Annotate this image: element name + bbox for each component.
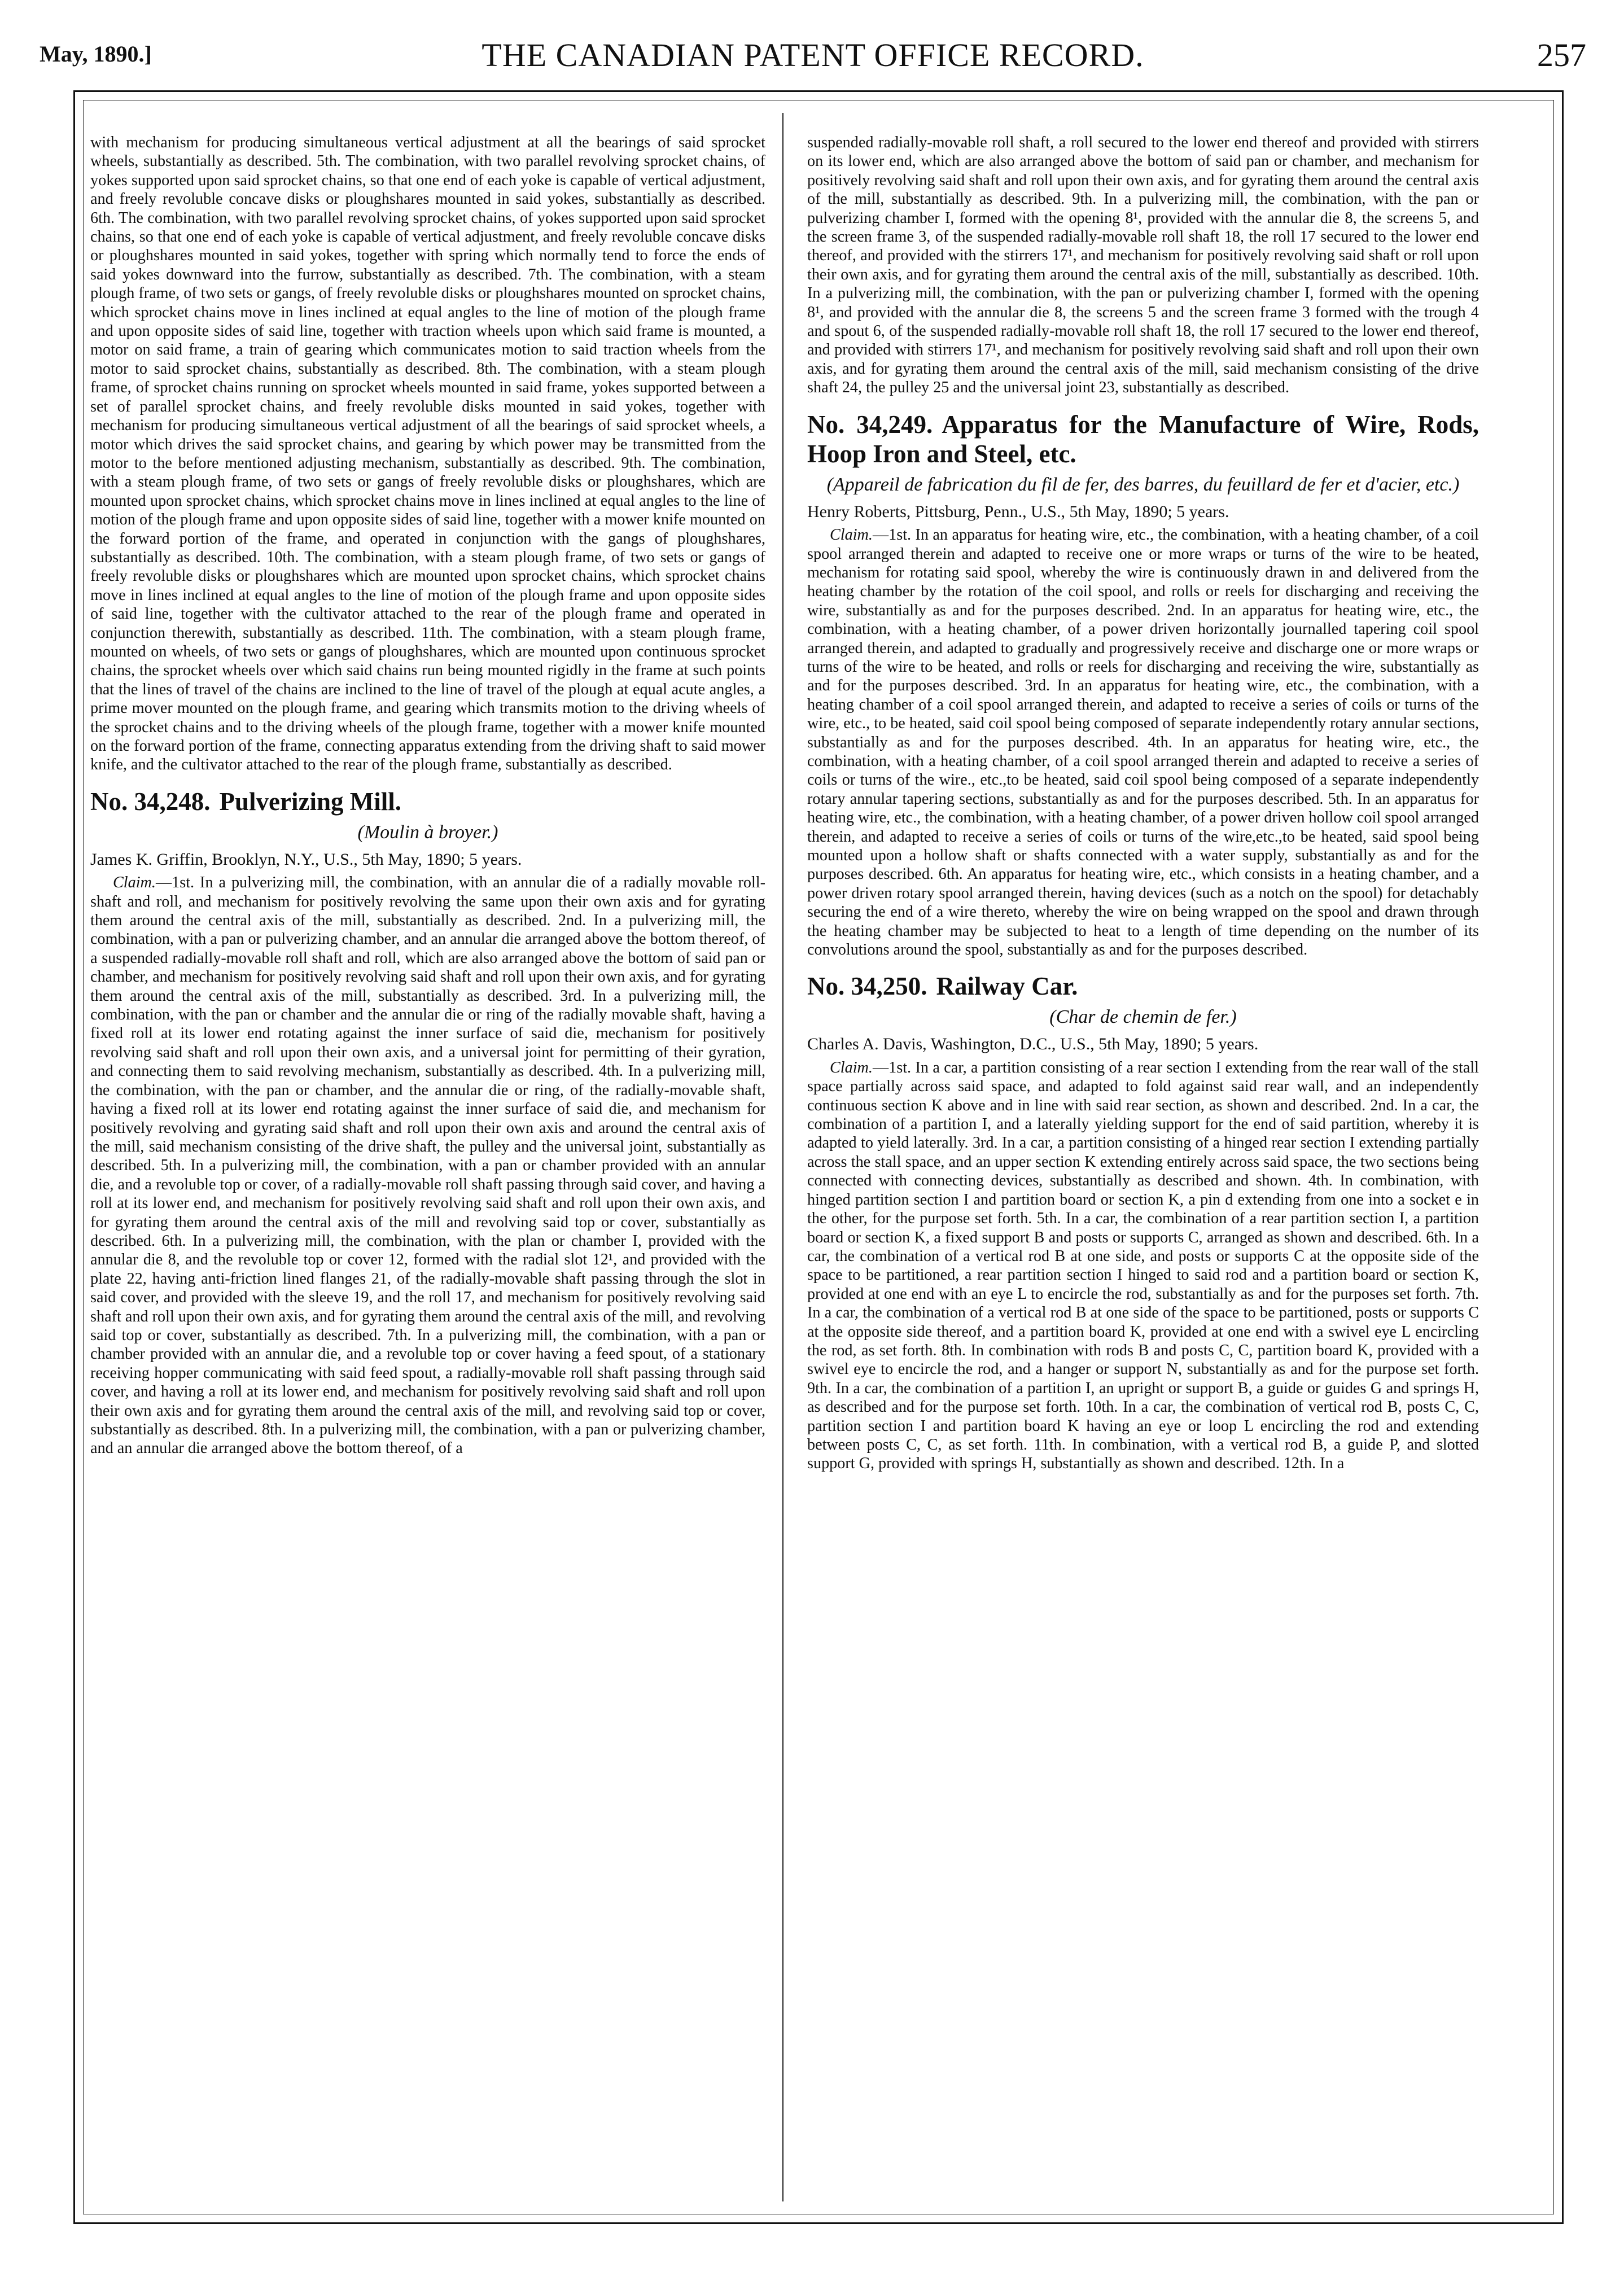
patent-inventor-line: James K. Griffin, Brooklyn, N.Y., U.S., 5th May, 1890; 5 years. (90, 850, 522, 869)
patent-claims-34250 (807, 1058, 1479, 1473)
publication-title: THE CANADIAN PATENT OFFICE RECORD. (481, 37, 1144, 73)
claims-text: —1st. In a car, a partition consisting of a rear section I extending from the rear wall of the stall space partially across said space, and adapted to fold against said rear wall, and an independently continuous section K above and in line with said rear section, as shown and described. 2nd. In a car, the combination of a partition I, and a laterally yielding support for the end of said partition, whereby it is adapted to yield laterally. 3rd. In a car, a partition consisting of a hinged rear section I extending partially across the stall space, and an upper section K extending entirely across said space, the two sections being connected with connecting devices, substantially as described and shown. 4th. In combination, with hinged partition section I and partition board or section K, a pin d extending from one into a socket e in the other, for the purpose set forth. 5th. In a car, the combination of a rear partition section I, a partition board or section K, a fixed support B and posts or supports C, arranged as shown and described. 6th. In a car, the combination of a vertical rod B at one side, and posts or supports C at the opposite side of the space to be partitioned, a rear partition section I hinged to said rod and a partition board or section K, provided at one end with an eye L to encircle the rod, substantially as and for the purposes set forth. 7th. In a car, the combination of a vertical rod B at one side of the space to be partitioned, posts or supports C at the opposite side thereof, and a partition board K, provided at one end with a swivel eye L encircling the rod, as set forth. 8th. In combination with rods B and posts C, C, partition board K, provided with a swivel eye to encircle the rod, and a hanger or support N, substantially as and for the purpose set forth. 9th. In a car, the combination of a partition I, an upright or support B, a guide or guides G and springs H, as described and for the purpose set forth. 10th. In a car, the combination of vertical rod B, posts C, C, partition section I and partition board K having an eye or loop L encircling the rod and extending between posts C, C, as set forth. 11th. In combination, with a vertical rod B, a guide P, and slotted support G, provided with springs H, substantially as shown and described. 12th. In a (807, 1058, 1479, 1473)
claim-label: Claim. (113, 874, 156, 892)
patent-claims-34249 (807, 526, 1479, 959)
patent-heading-34250 (807, 971, 1479, 1001)
issue-date: May, 1890.] (40, 41, 152, 67)
patent-french-title: (Moulin à broyer.) (357, 821, 498, 843)
patent-number: No. 34,249. (807, 410, 933, 439)
patent-inventor-line: Henry Roberts, Pittsburg, Penn., U.S., 5th May, 1890; 5 years. (807, 502, 1229, 521)
claim-label: Claim. (830, 526, 873, 544)
page-number: 257 (1537, 37, 1586, 73)
claim-label: Claim. (830, 1058, 873, 1076)
patent-heading-34248 (90, 787, 765, 816)
claims-text: —1st. In a pulverizing mill, the combination, with an annular die of a radially movable roll-shaft and roll, and mechanism for positively revolving the same upon their own axis and for gyrating them around the central axis of the mill, substantially as described. 2nd. In a pulverizing mill, the combination, with a pan or pulverizing chamber, and an annular die arranged above the bottom thereof, of a suspended radially-movable roll shaft and roll, which are also arranged above the bottom of said pan or chamber, and mechanism for positively revolving said shaft and roll upon their own axis, and for gyrating them around the central axis of the mill, substantially as described. 3rd. In a pulverizing mill, the combination, with the pan or chamber and the annular die or ring of the radially movable shaft, having a fixed roll at its lower end rotating against the inner surface of said die, mechanism for positively revolving said shaft and roll upon their own axis, and a universal joint for permitting of their gyration, and connecting them to said revolving mechanism, substantially as described. 4th. In a pulverizing mill, the combination, with the pan or chamber, and the annular die or ring, of the radially-movable shaft, having a fixed roll at its lower end rotating against the inner surface of said die, and mechanism for positively revolving and gyrating said shaft and roll upon their own axis and around the central axis of the mill, said mechanism consisting of the drive shaft, the pulley and the universal joint, substantially as described. 5th. In a pulverizing mill, the combination, with a pan or chamber provided with an annular die, and a revoluble top or cover, of a radially-movable roll shaft passing through said cover, and having a roll at its lower end, and mechanism for positively revolving said shaft and roll upon their own axis, and for gyrating them around the central axis of the mill and revolving said top or cover, substantially as described. 6th. In a pulverizing mill, the combination, with the plan or chamber I, provided with the annular die 8, and the revoluble top or cover 12, formed with the radial slot 12¹, and provided with the plate 22, having anti-friction lined flanges 21, of the radially-movable shaft passing through the slot in said cover, and provided with the sleeve 19, and the roll 17, and mechanism for positively revolving said shaft and roll upon their own axis, and for gyrating them around the central axis of the mill, and revolving said top or cover, substantially as described. 7th. In a pulverizing mill, the combination, with a pan or chamber provided with an annular die, and a revoluble top or cover having a feed spout, of a stationary receiving hopper communicating with said feed spout, a radially-movable roll shaft passing through said cover, and having a roll at its lower end, and mechanism for positively revolving said shaft and roll upon their own axis and for gyrating them around the central axis of the mill, and revolving said top or cover, substantially as described. 8th. In a pulverizing mill, the combination, with a pan or pulverizing chamber, and an annular die arranged above the bottom thereof, of a (90, 874, 765, 1457)
patent-number: No. 34,248. (90, 787, 211, 816)
patent-title: Apparatus for the Manufacture of Wire, Rods, Hoop Iron and Steel, etc. (807, 410, 1479, 468)
page-header (40, 34, 1586, 73)
patent-title: Pulverizing Mill. (219, 787, 401, 816)
continued-claims-text: with mechanism for producing simultaneous vertical adjustment at all the bearings of said sprocket wheels, substantially as described. 5th. The combination, with two parallel revolving sprocket chains, of yokes supported upon said sprocket chains, so that one end of each yoke is capable of vertical adjustment, and freely revoluble concave disks or ploughshares mounted in said yokes, substantially as described. 6th. The combination, with two parallel revolving sprocket chains, of yokes supported upon said sprocket chains, so that one end of each yoke is capable of vertical adjustment, and freely revoluble concave disks or ploughshares mounted in said yokes, together with spring which normally tend to force the ends of said yokes downward into the furrow, substantially as described. 7th. The combination, with a steam plough frame, of two sets or gangs, of freely revoluble disks or ploughshares mounted on sprocket chains, which sprocket chains move in lines inclined at equal angles to the line of motion of the plough frame and upon opposite sides of said line, together with traction wheels upon which said frame is mounted, a motor on said frame, a train of gearing which communicates motion to said traction wheels from the motor to said sprocket chains, substantially as described. 8th. The combination, with a steam plough frame, of sprocket chains running on sprocket wheels mounted in said frame, yokes supported between a set of parallel sprocket chains, and freely revoluble disks mounted in said yokes, together with mechanism for producing simultaneous vertical adjustment of all the bearings of said sprocket wheels, a motor which drives the said sprocket chains, and gearing by which power may be transmitted from the motor to the before mentioned adjusting mechanism, substantially as described. 9th. The combination, with a steam plough frame, of two sets or gangs of freely revoluble disks or ploughshares, which are mounted upon sprocket chains, which sprocket chains move in lines inclined at equal angles to the line of motion of the plough frame and upon opposite sides of said line, together with a mower knife mounted on the forward portion of the frame, and operated in conjunction with the gangs of ploughshares, substantially as described. 10th. The combination, with a steam plough frame, of two sets or gangs of freely revoluble disks or ploughshares which are mounted upon sprocket chains, which sprocket chains move in lines inclined at equal angles to the line of motion of the plough frame and upon opposite sides of said line, together with the cultivator attached to the rear of the plough frame and operated in conjunction therewith, substantially as described. 11th. The combination, with a steam plough frame, mounted on wheels, of two sets or gangs of ploughshares, which are mounted upon continuous sprocket chains, the sprocket wheels over which said chains run being mounted rigidly in the frame at such points that the lines of travel of the chains are inclined to the line of travel of the plough at equal acute angles, a prime mover mounted on the plough frame, and gearing which transmits motion to the driving wheels of the sprocket chains and to the driving wheels of the plough frame, together with a mower knife mounted on the forward portion of the frame, connecting apparatus extending from the driving shaft to said mower knife, and the cultivator attached to the rear of the plough frame, substantially as described. (90, 134, 765, 774)
patent-french-title: (Appareil de fabrication du fil de fer, des barres, du feuillard de fer et d'acier, etc.) (826, 474, 1460, 495)
patent-inventor-line: Charles A. Davis, Washington, D.C., U.S., 5th May, 1890; 5 years. (807, 1035, 1259, 1054)
right-column (807, 133, 1479, 2188)
patent-heading-34249 (807, 410, 1479, 469)
claims-text: —1st. In an apparatus for heating wire, etc., the combination, with a heating chamber, of a coil spool arranged therein and adapted to receive one or more wraps or turns of the wire to be heated, mechanism for rotating said spool, whereby the wire is continuously drawn in and delivered from the heating chamber by the rotation of the coil spool, and rolls or reels for discharging and receiving the wire, substantially as and for the purposes described. 2nd. In an apparatus for heating wire, etc., the combination, with a heating chamber, of a power driven horizontally journalled tapering coil spool arranged therein, and adapted to gradually and progressively receive and discharge one or more wraps or turns of the wire to be heated, and rolls or reels for discharging and receiving the wire, substantially as and for the purposes described. 3rd. In an apparatus for heating wire, etc., the combination, with a heating chamber of a coil spool arranged therein, and adapted to receive a series of coils or turns of the wire, etc., to be heated, said coil spool being composed of separate independently rotary annular sections, substantially as and for the purposes described. 4th. In an apparatus for heating wire, etc., the combination, with a heating chamber, of a coil spool arranged therein and adapted to receive a series of coils or turns of the wire., etc.,to be heated, said coil spool being composed of a separate independently rotary annular tapering sections, substantially as and for the purposes described. 5th. In an apparatus for heating wire, etc., the combination, with a heating chamber, of a power driven hollow coil spool arranged therein, and adapted to receive a series of coils or turns of the wire,etc.,to be heated, said spool being mounted upon a hollow shaft or shafts connected with a water supply, substantially as and for the purposes described. 6th. An apparatus for heating wire, etc., which consists in a heating chamber, and a power driven rotary spool arranged therein, having devices (such as a notch on the spool) for detachably securing the end of a wire thereto, whereby the wire on being wrapped on the spool and drawn through the heating chamber may be subjected to heat to a length of time depending on the number of its convolutions around the spool, substantially as and for the purposes described. (807, 526, 1479, 959)
patent-claims-34248 (90, 873, 765, 1458)
patent-number: No. 34,250. (807, 972, 927, 1001)
left-column (90, 133, 765, 2188)
continued-claims-text: suspended radially-movable roll shaft, a roll secured to the lower end thereof and provided with stirrers on its lower end, which are also arranged above the bottom of said pan or chamber, and mechanism for positively revolving said shaft and roll upon their own axis, and for gyrating them around the central axis of the mill, substantially as described. 9th. In a pulverizing mill, the combination, with the pan or pulverizing chamber I, formed with the opening 8¹, provided with the annular die 8, the screens 5, and the screen frame 3, of the suspended radially-movable roll shaft 18, the roll 17 secured to the lower end thereof, and provided with the stirrers 17¹, and mechanism for positively revolving said shaft or roll upon their own axis, and for gyrating them around the central axis of the mill, substantially as described. 10th. In a pulverizing mill, the combination, with the pan or pulverizing chamber I, formed with the opening 8¹, and provided with the annular die 8, the screens 5 and the screen frame 3 formed with the trough 4 and spout 6, of the suspended radially-movable roll shaft 18, the roll 17 secured to the lower end thereof, and provided with stirrers 17¹, and mechanism for positively revolving said shaft and roll upon their own axis, and for gyrating them around the central axis of the mill, said mechanism consisting of the drive shaft 24, the pulley 25 and the universal joint 23, substantially as described. (807, 134, 1479, 397)
patent-french-title: (Char de chemin de fer.) (1049, 1006, 1237, 1028)
patent-title: Railway Car. (936, 972, 1078, 1001)
column-divider (782, 113, 783, 2201)
